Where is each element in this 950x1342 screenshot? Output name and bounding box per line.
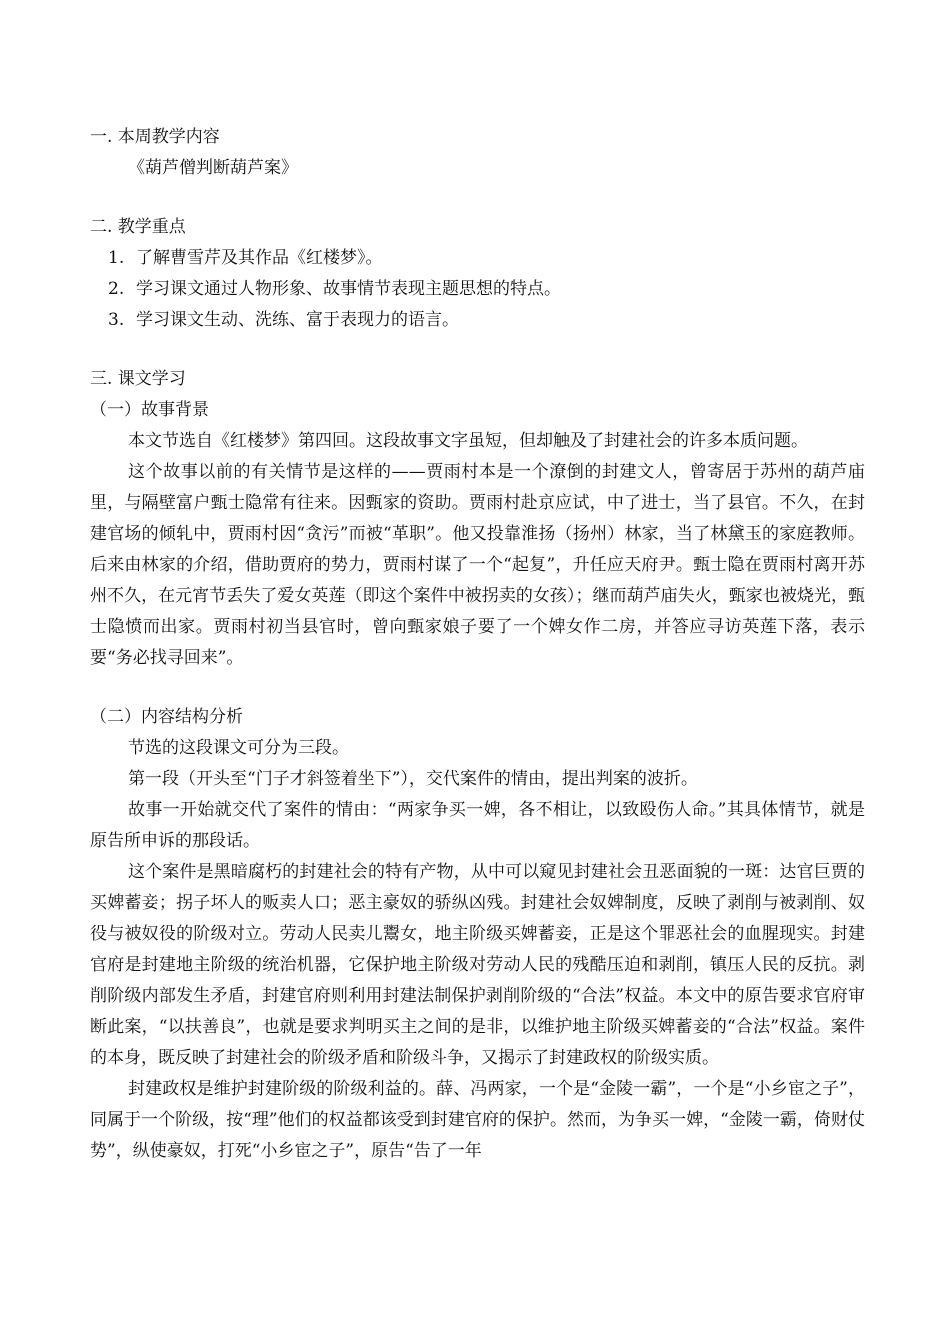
list-item-text: 学习课文生动、洗练、富于表现力的语言。 bbox=[136, 310, 459, 330]
list-item bbox=[90, 274, 865, 305]
paragraph: 这个故事以前的有关情节是这样的——贾雨村本是一个潦倒的封建文人，曾寄居于苏州的葫芦庙里，与隔壁富户甄士隐常有往来。因甄家的资助。贾雨村赴京应试，中了进士，当了县官。不久，在封建官场的倾轧中，贾雨村因“贪污”而被“革职”。他又投靠淮扬（扬州）林家，当了林黛玉的家庭教师。后来由林家的介绍，借助贾府的势力，贾雨村谋了一个“起复”，升任应天府尹。甄士隐在贾雨村离开苏州不久，在元宵节丢失了爱女英莲（即这个案件中被拐卖的女孩）；继而葫芦庙失火，甄家也被烧光，甄士隐愤而出家。贾雨村初当县官时，曾向甄家娘子要了一个婢女作二房，并答应寻访英莲下落，表示要“务必找寻回来”。 bbox=[90, 462, 865, 668]
section-heading-text-study: 三. 课文学习 bbox=[90, 369, 186, 389]
paragraph: 故事一开始就交代了案件的情由：“两家争买一婢，各不相让，以致殴伤人命。”其具体情节，就是原告所申诉的那段话。 bbox=[90, 800, 865, 851]
paragraph: 本文节选自《红楼梦》第四回。这段故事文字虽短，但却触及了封建社会的许多本质问题。 bbox=[128, 431, 808, 451]
document-page bbox=[90, 122, 865, 1167]
paragraph: 封建政权是维护封建阶级的阶级利益的。薛、冯两家，一个是“金陵一霸”，一个是“小乡宦之子”，同属于一个阶级，按“理”他们的权益都该受到封建官府的保护。然而，为争买一婢，“金陵一霸，倚财仗势”，纵使豪奴，打死“小乡宦之子”，原告“告了一年 bbox=[90, 1079, 865, 1161]
section-heading-weekly-content: 一. 本周教学内容 bbox=[90, 127, 220, 147]
list-item bbox=[90, 305, 865, 336]
lesson-title: 《葫芦僧判断葫芦案》 bbox=[128, 158, 298, 178]
list-item bbox=[90, 243, 865, 274]
subheading-story-background: （一）故事背景 bbox=[90, 400, 209, 420]
list-item-number: 3. bbox=[108, 310, 125, 330]
section-heading-key-points: 二. 教学重点 bbox=[90, 217, 186, 237]
list-item-text: 了解曹雪芹及其作品《红楼梦》。 bbox=[136, 248, 383, 268]
list-item-number: 1. bbox=[108, 248, 125, 268]
paragraph: 这个案件是黑暗腐朽的封建社会的特有产物，从中可以窥见封建社会丑恶面貌的一斑：达官巨贾的买婢蓄妾；拐子坏人的贩卖人口；恶主豪奴的骄纵凶残。封建社会奴婢制度，反映了剥削与被剥削、奴役与被奴役的阶级对立。劳动人民卖儿鬻女，地主阶级买婢蓄妾，正是这个罪恶社会的血腥现实。封建官府是封建地主阶级的统治机器，它保护地主阶级对劳动人民的残酷压迫和剥削，镇压人民的反抗。剥削阶级内部发生矛盾，封建官府则利用封建法制保护剥削阶级的“合法”权益。本文中的原告要求官府审断此案，“以扶善良”，也就是要求判明买主之间的是非，以维护地主阶级买婢蓄妾的“合法”权益。案件的本身，既反映了封建社会的阶级矛盾和阶级斗争，又揭示了封建政权的阶级实质。 bbox=[90, 862, 865, 1068]
paragraph: 第一段（开头至“门子才斜签着坐下”），交代案件的情由，提出判案的波折。 bbox=[128, 769, 698, 789]
paragraph: 节选的这段课文可分为三段。 bbox=[128, 738, 349, 758]
list-item-number: 2. bbox=[108, 279, 125, 299]
subheading-structure-analysis: （二）内容结构分析 bbox=[90, 707, 243, 727]
key-points-list bbox=[90, 243, 865, 336]
list-item-text: 学习课文通过人物形象、故事情节表现主题思想的特点。 bbox=[136, 279, 561, 299]
